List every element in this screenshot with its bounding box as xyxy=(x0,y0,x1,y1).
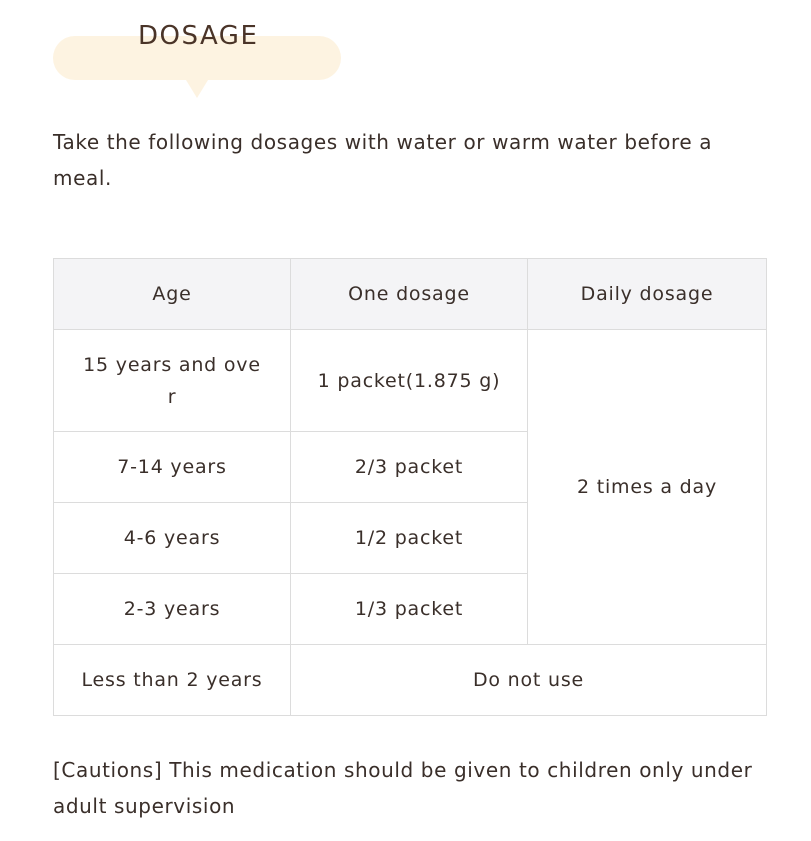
table-row xyxy=(54,645,767,716)
age-cell: 2-3 years xyxy=(54,574,291,645)
age-cell: Less than 2 years xyxy=(54,645,291,716)
header-daily-dosage: Daily dosage xyxy=(528,259,767,330)
header-age: Age xyxy=(54,259,291,330)
age-cell: 7-14 years xyxy=(54,432,291,503)
heading-bubble-tail xyxy=(186,80,208,98)
section-heading xyxy=(53,21,341,80)
dose-cell: 2/3 packet xyxy=(291,432,528,503)
dosage-table xyxy=(53,258,767,716)
do-not-use-cell: Do not use xyxy=(291,645,767,716)
dose-cell: 1 packet(1.875 g) xyxy=(291,330,528,432)
daily-dosage-cell: 2 times a day xyxy=(528,330,767,645)
intro-paragraph: Take the following dosages with water or warm water before a meal. xyxy=(53,130,713,190)
dose-cell: 1/2 packet xyxy=(291,503,528,574)
age-line: 15 years and ove r xyxy=(83,353,261,408)
table-header-row xyxy=(54,259,767,330)
table-row xyxy=(54,330,767,432)
caution-paragraph: [Cautions] This medication should be given to children only under adult supervision xyxy=(53,758,753,818)
age-cell xyxy=(54,330,291,432)
dose-cell: 1/3 packet xyxy=(291,574,528,645)
header-one-dosage: One dosage xyxy=(291,259,528,330)
heading-title: DOSAGE xyxy=(138,21,259,51)
age-cell: 4-6 years xyxy=(54,503,291,574)
